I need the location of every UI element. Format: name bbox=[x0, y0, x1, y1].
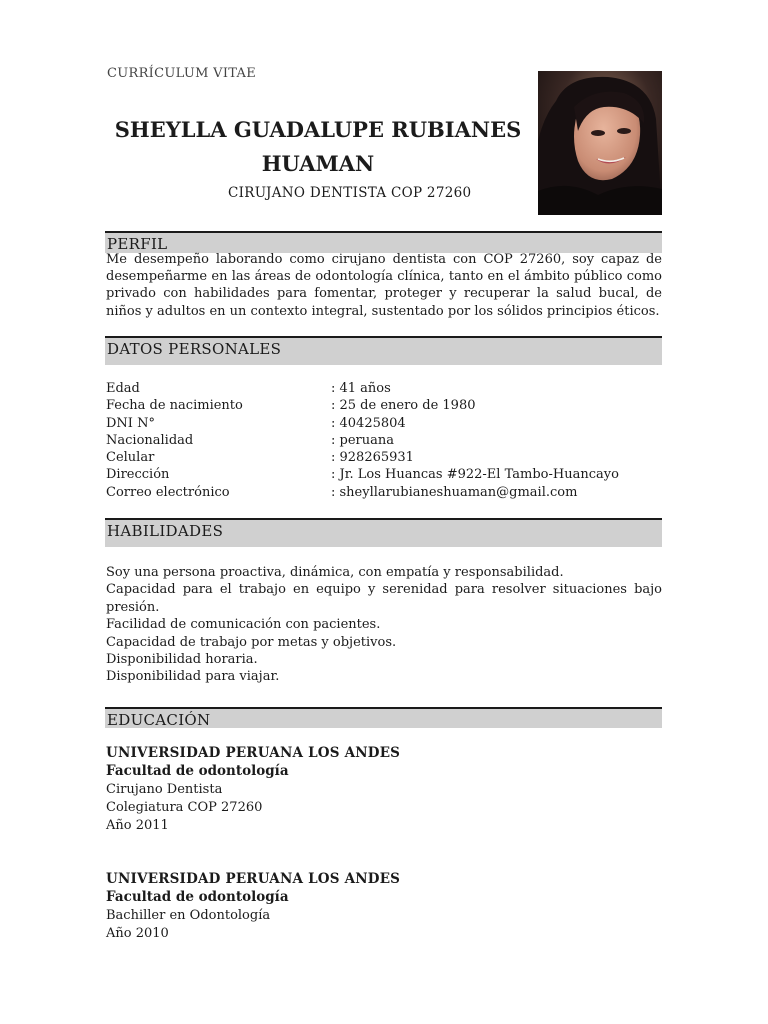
profile-photo bbox=[538, 71, 662, 215]
name-line-1: SHEYLLA GUADALUPE RUBIANES bbox=[114, 117, 522, 142]
datos-label-dni: DNI N° bbox=[106, 415, 155, 431]
habilidad-item: Disponibilidad horaria. bbox=[106, 652, 258, 668]
habilidad-item: Capacidad de trabajo por metas y objetivos. bbox=[106, 634, 397, 650]
datos-labels bbox=[106, 380, 243, 501]
habilidad-item: Capacidad para el trabajo en equipo y serenidad para resolver situaciones bajo presión. bbox=[106, 582, 662, 615]
datos-value-nacionalidad: : peruana bbox=[331, 432, 394, 448]
datos-value-edad: : 41 años bbox=[331, 381, 391, 396]
datos-label-edad: Edad bbox=[106, 381, 140, 396]
education-degree: Cirujano Dentista bbox=[106, 781, 223, 797]
education-faculty: Facultad de odontología bbox=[106, 763, 289, 780]
professional-title: CIRUJANO DENTISTA COP 27260 bbox=[228, 185, 472, 201]
education-degree: Bachiller en Odontología bbox=[106, 907, 271, 923]
perfil-text: Me desempeño laborando como cirujano dentista con COP 27260, soy capaz de desempeñarme en las áreas de odontología clínica, tanto en el ámbito público como privado con habilidades para fomentar, proteger y recuperar la salud bucal, de niños y adultos en un contexto integral, sustentado por los sólidos principios éticos. bbox=[106, 252, 662, 319]
habilidades-list bbox=[106, 564, 662, 686]
section-perfil-heading: PERFIL bbox=[105, 231, 662, 253]
section-datos-heading: DATOS PERSONALES bbox=[105, 336, 662, 365]
datos-label-direccion: Dirección bbox=[106, 467, 170, 483]
datos-value-direccion: : Jr. Los Huancas #922-El Tambo-Huancayo bbox=[331, 467, 619, 483]
education-institution: UNIVERSIDAD PERUANA LOS ANDES bbox=[106, 871, 401, 887]
habilidad-item: Soy una persona proactiva, dinámica, con empatía y responsabilidad. bbox=[106, 565, 564, 580]
datos-label-correo: Correo electrónico bbox=[106, 484, 230, 500]
datos-values bbox=[331, 380, 619, 501]
education-faculty: Facultad de odontología bbox=[106, 889, 289, 906]
datos-label-nacionalidad: Nacionalidad bbox=[106, 432, 194, 448]
section-habilidades-heading: HABILIDADES bbox=[105, 518, 662, 547]
datos-label-fecha: Fecha de nacimiento bbox=[106, 398, 243, 414]
education-institution: UNIVERSIDAD PERUANA LOS ANDES bbox=[106, 745, 401, 761]
candidate-name bbox=[108, 113, 528, 181]
education-year: Año 2010 bbox=[106, 925, 169, 941]
habilidad-item: Facilidad de comunicación con pacientes. bbox=[106, 617, 381, 633]
habilidad-item: Disponibilidad para viajar. bbox=[106, 669, 280, 685]
section-educacion-heading: EDUCACIÓN bbox=[105, 707, 662, 728]
education-entry bbox=[106, 744, 400, 835]
cv-label: CURRÍCULUM VITAE bbox=[107, 66, 256, 81]
datos-value-celular: : 928265931 bbox=[331, 450, 414, 466]
datos-value-dni: : 40425804 bbox=[331, 415, 406, 431]
education-year: Año 2011 bbox=[106, 818, 169, 834]
education-entry bbox=[106, 870, 400, 943]
datos-label-celular: Celular bbox=[106, 450, 155, 466]
datos-value-correo: : sheyllarubianeshuaman@gmail.com bbox=[331, 484, 578, 500]
name-line-2: HUAMAN bbox=[261, 151, 375, 176]
datos-value-fecha: : 25 de enero de 1980 bbox=[331, 398, 476, 414]
education-registration: Colegiatura COP 27260 bbox=[106, 799, 263, 815]
